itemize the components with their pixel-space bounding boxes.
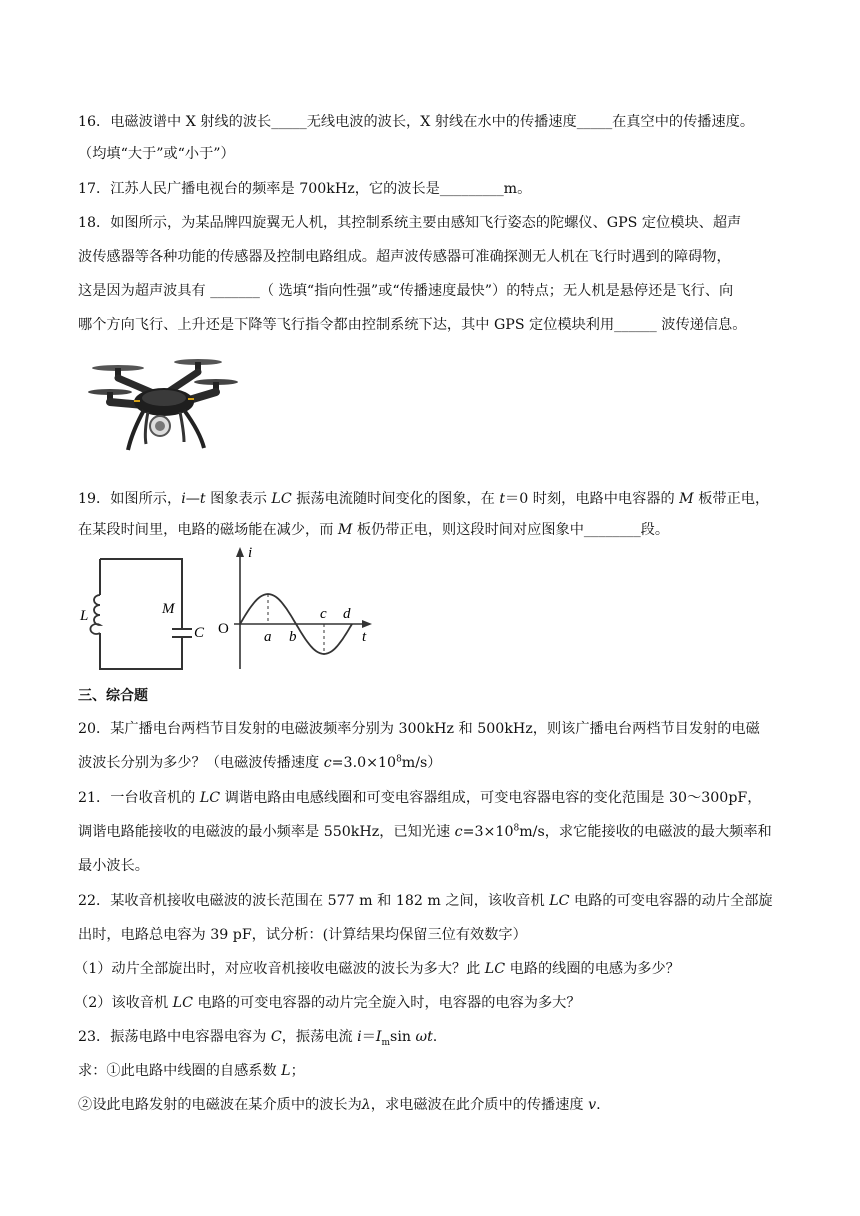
q21-line1 (78, 788, 790, 808)
q22-text: （2）该收音机 (74, 995, 173, 1011)
q19-text: 板仍带正电，则这段时间对应图象中________段。 (352, 522, 670, 538)
q22-sub1 (74, 959, 790, 979)
q23-line1 (78, 1027, 790, 1047)
q23-text: ＝ (361, 1029, 376, 1045)
q20-text: =3.0×10 (331, 755, 397, 771)
origin-label: O (218, 621, 229, 637)
axis-label-t: t (362, 629, 367, 645)
q19-var-m: M (679, 491, 694, 507)
q21-text: 21．一台收音机的 (78, 790, 200, 806)
q20-text: 波波长分别为多少？（电磁波传播速度 (78, 755, 324, 771)
q19-var-t: t (499, 491, 506, 507)
q21-line2 (78, 822, 790, 842)
label-c: C (194, 625, 205, 641)
q21-var-lc: LC (199, 790, 221, 806)
section-title: 三、综合题 (78, 688, 148, 704)
q20-exponent: 8 (396, 754, 402, 765)
q22-var-lc: LC (484, 961, 506, 977)
q22-text: 电路的线圈的电感为多少？ (505, 961, 680, 977)
q23-var-lambda: λ (361, 1097, 371, 1113)
q22-text: 22．某收音机接收电磁波的波长范围在 577 m 和 182 m 之间，该收音机 (78, 893, 550, 909)
q23-text: . (432, 1029, 438, 1045)
q20-line2 (78, 753, 790, 773)
q16-line1: 16．电磁波谱中 X 射线的波长_____无线电波的波长，X 射线在水中的传播速度_____在真空中的传播速度。 (78, 114, 755, 130)
q19-text: 板带正电， (693, 491, 770, 507)
q20-text: m/s） (401, 755, 442, 771)
q23-text: ，求电磁波在此介质中的传播速度 (370, 1097, 589, 1113)
q18-line4: 哪个方向飞行、上升还是下降等飞行指令都由控制系统下达，其中 GPS 定位模块利用______ 波传递信息。 (78, 317, 747, 333)
q23-text: 求：①此电路中线圈的自感系数 (78, 1063, 282, 1079)
q20-line1: 20．某广播电台两档节目发射的电磁波频率分别为 300kHz 和 500kHz，则该广播电台两档节目发射的电磁 (78, 721, 760, 737)
label-m: M (162, 601, 175, 617)
q23-var-i: i (357, 1029, 362, 1045)
q18-line1: 18．如图所示，为某品牌四旋翼无人机，其控制系统主要由感知飞行姿态的陀螺仪、GPS 定位模块、超声 (78, 215, 742, 231)
q22-var-lc: LC (172, 995, 193, 1011)
point-c: c (320, 606, 327, 622)
q17-line1: 17．江苏人民广播电视台的频率是 700kHz，它的波长是_________m。 (78, 181, 532, 197)
q18-line3: 这是因为超声波具有 _______（ 选填“指向性强”或“传播速度最快”）的特点；无人机是悬停还是飞行、向 (78, 283, 734, 299)
q23-text: . (596, 1097, 601, 1113)
q23-var-v: v (588, 1097, 597, 1113)
point-a: a (264, 629, 272, 645)
q19-text: ＝0 时刻，电路中电容器的 (505, 491, 680, 507)
q22-text: 电路的可变电容器的动片完全旋入时，电容器的电容为多大？ (192, 995, 581, 1011)
q19-text: 图象表示 (205, 491, 272, 507)
q19-var-lc: LC (271, 491, 292, 507)
q23-var-c: C (270, 1029, 282, 1045)
q19-line1 (78, 489, 790, 509)
drone-image (88, 352, 238, 462)
q22-text: （1）动片全部旋出时，对应收音机接收电磁波的波长为多大？此 (74, 961, 485, 977)
lc-circuit-figure (78, 545, 378, 675)
q23-text: ，振荡电流 (281, 1029, 358, 1045)
q22-text: 电路的可变电容器的动片全部旋 (569, 893, 773, 909)
q23-text: ； (290, 1063, 305, 1079)
q23-var-im: I (375, 1029, 382, 1045)
q22-line2: 出时，电路总电容为 39 pF，试分析：(计算结果均保留三位有效数字） (78, 927, 527, 943)
q18-line2: 波传感器等各种功能的传感器及控制电路组成。超声波传感器可准确探测无人机在飞行时遇到的障碍物， (78, 249, 731, 265)
q21-text: 调谐电路能接收的电磁波的最小频率是 550kHz，已知光速 (78, 824, 455, 840)
q19-text: 在某段时间里，电路的磁场能在减少，而 (78, 522, 338, 538)
q19-dash: — (185, 491, 200, 507)
q21-text: 调谐电路由电感线圈和可变电容器组成，可变电容器电容的变化范围是 30～300pF， (220, 790, 762, 806)
point-d: d (343, 606, 351, 622)
q19-var-i: i (181, 491, 186, 507)
q19-var-t: t (199, 491, 206, 507)
q21-var-c: c (454, 824, 463, 840)
q19-line2 (78, 520, 790, 540)
q21-exponent: 8 (513, 823, 520, 834)
q23-line3 (78, 1095, 790, 1115)
q19-var-m: M (337, 522, 353, 538)
q23-var-l: L (281, 1063, 291, 1079)
axis-label-i: i (248, 545, 253, 561)
q22-var-lc: LC (549, 893, 570, 909)
q23-text: 23．振荡电路中电容器电容为 (78, 1029, 271, 1045)
q23-subscript: m (381, 1037, 391, 1048)
q23-text: ②设此电路发射的电磁波在某介质中的波长为 (78, 1097, 362, 1113)
label-l: L (80, 608, 89, 624)
q23-line2 (78, 1061, 790, 1081)
q19-text: 19．如图所示， (78, 491, 182, 507)
q16-line2: （均填“大于”或“小于”） (78, 146, 235, 162)
q23-text: sin (390, 1029, 416, 1045)
q22-line1 (78, 891, 790, 911)
q20-var-c: c (323, 755, 332, 771)
q21-text: =3×10 (462, 824, 514, 840)
q21-text: m/s，求它能接收的电磁波的最大频率和 (519, 824, 772, 840)
q22-sub2 (74, 993, 790, 1013)
q23-var-omega-t: ωt (415, 1029, 433, 1045)
point-b: b (289, 629, 297, 645)
q21-line3: 最小波长。 (78, 858, 149, 874)
q19-text: 振荡电流随时间变化的图象，在 (291, 491, 500, 507)
